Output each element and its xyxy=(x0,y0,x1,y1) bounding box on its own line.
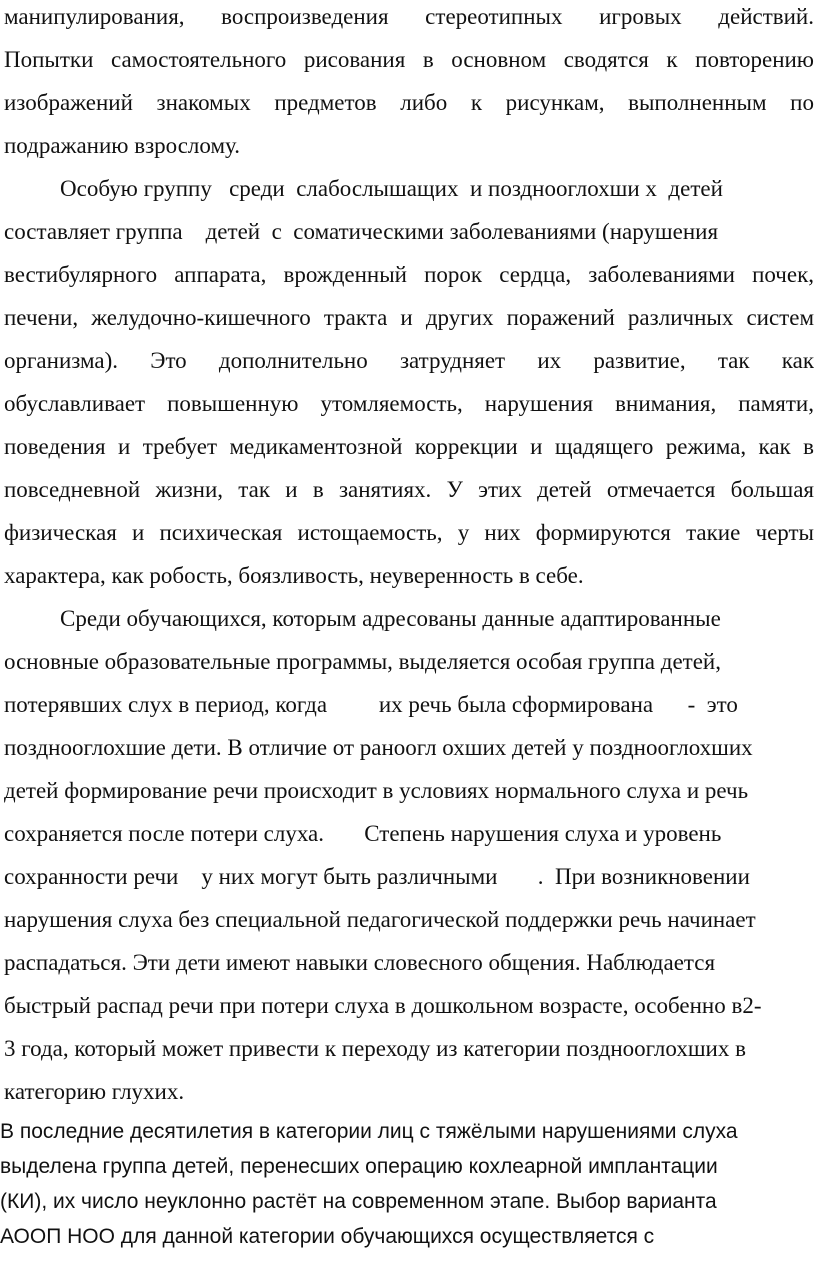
text-line: организма). Это дополнительно затрудняет их развитие, так как xyxy=(4,348,814,373)
text-line: основные образовательные программы, выделяется особая группа детей, xyxy=(4,649,721,674)
text-line: повседневной жизни, так и в занятиях. У этих детей отмечается большая xyxy=(4,477,814,502)
text-line: АООП НОО для данной категории обучающихся осуществляется с xyxy=(0,1225,655,1248)
text-line: позднооглохшие дети. В отличие от раноогл охших детей у позднооглохших xyxy=(4,735,753,760)
text-line: манипулирования, воспроизведения стереотипных игровых действий. xyxy=(4,4,814,29)
text-line: характера, как робость, боязливость, неуверенность в себе. xyxy=(4,563,584,588)
text-line: быстрый распад речи при потери слуха в дошкольном возрасте, особенно в2- xyxy=(4,993,762,1018)
text-line: сохранности речи у них могут быть различными . При возникновении xyxy=(4,864,750,889)
text-line: Попытки самостоятельного рисования в основном сводятся к повторению xyxy=(4,47,814,72)
text-line: составляет группа детей с соматическими заболеваниями (нарушения xyxy=(4,219,719,244)
text-line: детей формирование речи происходит в условиях нормального слуха и речь xyxy=(4,778,749,803)
text-line: Среди обучающихся, которым адресованы данные адаптированные xyxy=(60,606,721,631)
text-line: распадаться. Эти дети имеют навыки словесного общения. Наблюдается xyxy=(4,950,716,975)
text-line: обуславливает повышенную утомляемость, нарушения внимания, памяти, xyxy=(4,391,814,416)
text-line: 3 года, который может привести к переходу из категории позднооглохших в xyxy=(4,1036,746,1061)
text-line: сохраняется после потери слуха. Степень нарушения слуха и уровень xyxy=(4,821,722,846)
text-line: вестибулярного аппарата, врожденный порок сердца, заболеваниями почек, xyxy=(4,262,814,287)
text-line: категорию глухих. xyxy=(4,1079,185,1104)
text-line: подражанию взрослому. xyxy=(4,133,240,158)
text-line: потерявших слух в период, когда их речь была сформирована - это xyxy=(4,692,738,717)
text-line: поведения и требует медикаментозной коррекции и щадящего режима, как в xyxy=(4,434,814,459)
text-line: физическая и психическая истощаемость, у них формируются такие черты xyxy=(4,520,814,545)
text-line: В последние десятилетия в категории лиц с тяжёлыми нарушениями слуха xyxy=(0,1120,738,1143)
text-line: нарушения слуха без специальной педагогической поддержки речь начинает xyxy=(4,907,756,932)
text-line: выделена группа детей, перенесших операцию кохлеарной имплантации xyxy=(0,1155,718,1178)
text-line: печени, желудочно-кишечного тракта и других поражений различных систем xyxy=(4,305,814,330)
text-line: изображений знакомых предметов либо к рисункам, выполненным по xyxy=(4,90,814,115)
text-line: Особую группу среди слабослышащих и позднооглохши х детей xyxy=(60,176,723,201)
text-line: (КИ), их число неуклонно растёт на современном этапе. Выбор варианта xyxy=(0,1190,717,1213)
